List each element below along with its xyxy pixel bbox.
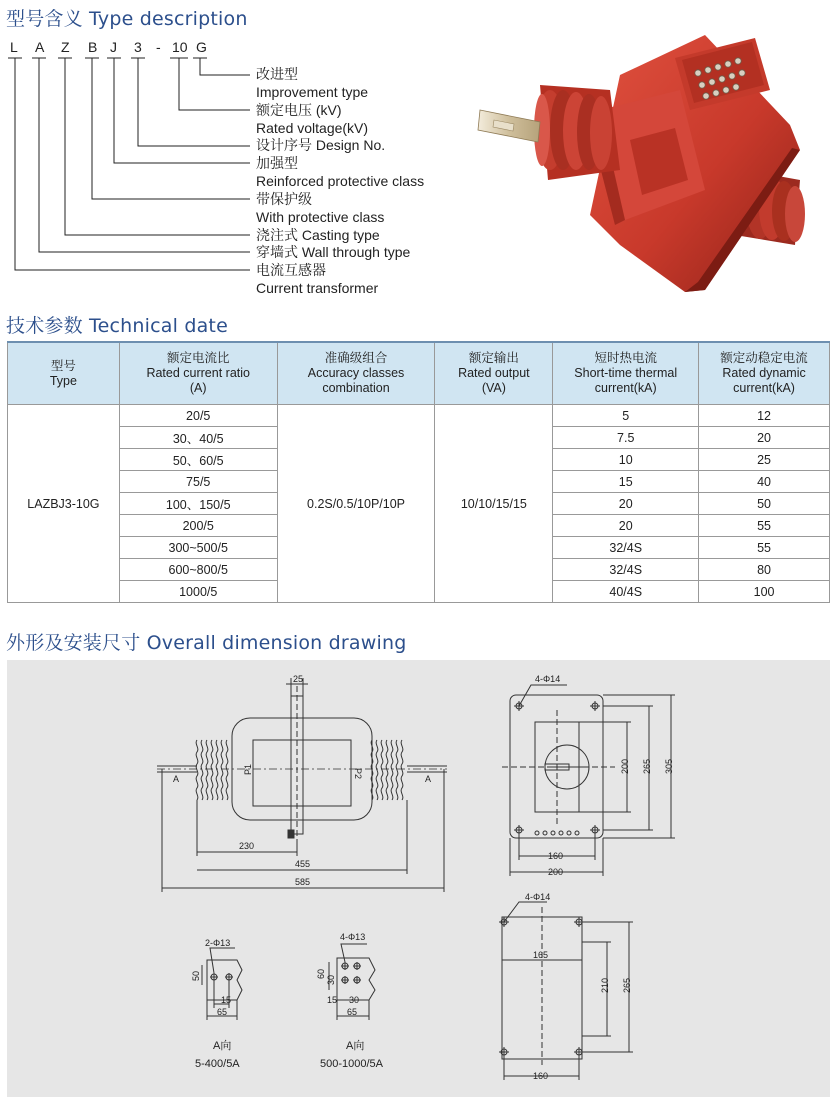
header-short-time-thermal: 短时热电流 Short-time thermal current(kA) <box>553 342 699 405</box>
small1-dim-15: 15 <box>221 995 232 1005</box>
desc-reinforced-en: Reinforced protective class <box>256 173 425 189</box>
cell-thermal: 40/4S <box>553 581 699 603</box>
header-type: 型号 Type <box>8 342 120 405</box>
cell-thermal: 5 <box>553 405 699 427</box>
small2-dim-65: 65 <box>347 1007 358 1017</box>
cell-ratio: 75/5 <box>119 471 277 493</box>
desc-protective-en: With protective class <box>256 209 385 225</box>
code-letter-dash: - <box>156 39 161 55</box>
dim-200-h: 200 <box>620 758 630 774</box>
label-p2: P2 <box>353 768 363 780</box>
small2-dim-60: 60 <box>316 968 326 979</box>
small1-dim-65: 65 <box>217 1007 228 1017</box>
desc-reinforced-cn: 加强型 <box>256 155 298 171</box>
small1-caption-ratio: 5-400/5A <box>195 1058 240 1070</box>
dim-305: 305 <box>664 758 674 774</box>
dim-160-front: 160 <box>548 851 564 861</box>
code-letter-b: B <box>88 39 98 55</box>
dim-230: 230 <box>239 841 255 851</box>
label-a-left: A <box>173 774 180 784</box>
technical-date-title: 技术参数 Technical date <box>6 315 228 337</box>
dim-25: 25 <box>293 674 304 684</box>
front-holes-label: 4-Φ14 <box>535 674 561 684</box>
header-rated-output: 额定输出 Rated output (VA) <box>435 342 553 405</box>
header-rated-current-ratio: 额定电流比 Rated current ratio (A) <box>119 342 277 405</box>
small2-holes: 4-Φ13 <box>340 932 366 942</box>
front-view <box>502 685 675 876</box>
cell-ratio: 300~500/5 <box>119 537 277 559</box>
cell-dynamic: 12 <box>699 405 830 427</box>
dim-265-front: 265 <box>642 758 652 774</box>
label-a-right: A <box>425 774 432 784</box>
desc-voltage-en: Rated voltage(kV) <box>256 120 369 136</box>
desc-wall-through: 穿墙式 Wall through type <box>256 244 411 260</box>
code-letter-10: 10 <box>172 39 188 55</box>
header-accuracy-classes: 准确级组合 Accuracy classes combination <box>277 342 435 405</box>
cell-thermal: 20 <box>553 515 699 537</box>
cell-thermal: 15 <box>553 471 699 493</box>
dim-200-w: 200 <box>548 867 564 877</box>
desc-protective-cn: 带保护级 <box>256 191 312 207</box>
desc-improvement-cn: 改进型 <box>256 66 298 82</box>
desc-improvement-en: Improvement type <box>256 84 369 100</box>
desc-voltage-cn: 额定电压 (kV) <box>256 102 342 118</box>
cell-thermal: 32/4S <box>553 537 699 559</box>
small2-dim-15: 15 <box>327 995 338 1005</box>
table-header-row <box>8 342 830 405</box>
cell-dynamic: 50 <box>699 493 830 515</box>
left-bushing <box>534 85 620 180</box>
dimension-drawing <box>7 660 830 1097</box>
dimension-drawing-title: 外形及安装尺寸 Overall dimension drawing <box>6 632 407 654</box>
desc-ct-cn: 电流互感器 <box>256 262 326 278</box>
code-leader-lines <box>15 58 250 270</box>
desc-design-no: 设计序号 Design No. <box>256 137 386 153</box>
small2-caption-ratio: 500-1000/5A <box>320 1058 383 1070</box>
dim-210: 210 <box>600 977 610 993</box>
code-letter-l: L <box>10 39 18 55</box>
cell-dynamic: 80 <box>699 559 830 581</box>
cell-ratio: 50、60/5 <box>119 449 277 471</box>
technical-data-table <box>7 341 830 603</box>
dim-160-base: 160 <box>533 1071 549 1081</box>
header-rated-dynamic: 额定动稳定电流 Rated dynamic current(kA) <box>699 342 830 405</box>
code-letter-a: A <box>35 39 45 55</box>
cell-ratio: 100、150/5 <box>119 493 277 515</box>
cell-dynamic: 40 <box>699 471 830 493</box>
cell-thermal: 10 <box>553 449 699 471</box>
dim-455: 455 <box>295 859 311 869</box>
cell-ratio: 20/5 <box>119 405 277 427</box>
base-holes-label: 4-Φ14 <box>525 892 551 902</box>
cell-dynamic: 100 <box>699 581 830 603</box>
cell-model: LAZBJ3-10G <box>8 405 120 603</box>
code-letter-g: G <box>196 39 207 55</box>
cell-dynamic: 20 <box>699 427 830 449</box>
dim-585: 585 <box>295 877 311 887</box>
small1-dim-50: 50 <box>191 970 201 981</box>
cell-thermal: 20 <box>553 493 699 515</box>
cell-thermal: 32/4S <box>553 559 699 581</box>
dim-265-base: 265 <box>622 977 632 993</box>
small2-dim-30: 30 <box>326 974 336 985</box>
cell-dynamic: 55 <box>699 537 830 559</box>
cell-dynamic: 25 <box>699 449 830 471</box>
cell-dynamic: 55 <box>699 515 830 537</box>
small2-caption-a: A向 <box>346 1040 365 1052</box>
cell-accuracy: 0.2S/0.5/10P/10P <box>277 405 435 603</box>
small1-caption-a: A向 <box>213 1040 232 1052</box>
dim-165: 165 <box>533 950 549 960</box>
small2-dim-30w: 30 <box>349 995 360 1005</box>
cell-thermal: 7.5 <box>553 427 699 449</box>
label-p1: P1 <box>243 763 253 775</box>
cell-ratio: 30、40/5 <box>119 427 277 449</box>
small1-holes: 2-Φ13 <box>205 938 231 948</box>
base-view <box>499 902 633 1080</box>
cell-ratio: 200/5 <box>119 515 277 537</box>
desc-ct-en: Current transformer <box>256 280 379 296</box>
table-row <box>8 405 830 427</box>
code-letter-3: 3 <box>134 39 142 55</box>
code-letter-j: J <box>110 39 117 55</box>
desc-casting-type: 浇注式 Casting type <box>256 227 380 243</box>
cell-ratio: 1000/5 <box>119 581 277 603</box>
code-letter-z: Z <box>61 39 70 55</box>
product-photo <box>470 30 810 295</box>
cell-output: 10/10/15/15 <box>435 405 553 603</box>
cell-ratio: 600~800/5 <box>119 559 277 581</box>
type-description-title: 型号含义 Type description <box>6 8 248 30</box>
